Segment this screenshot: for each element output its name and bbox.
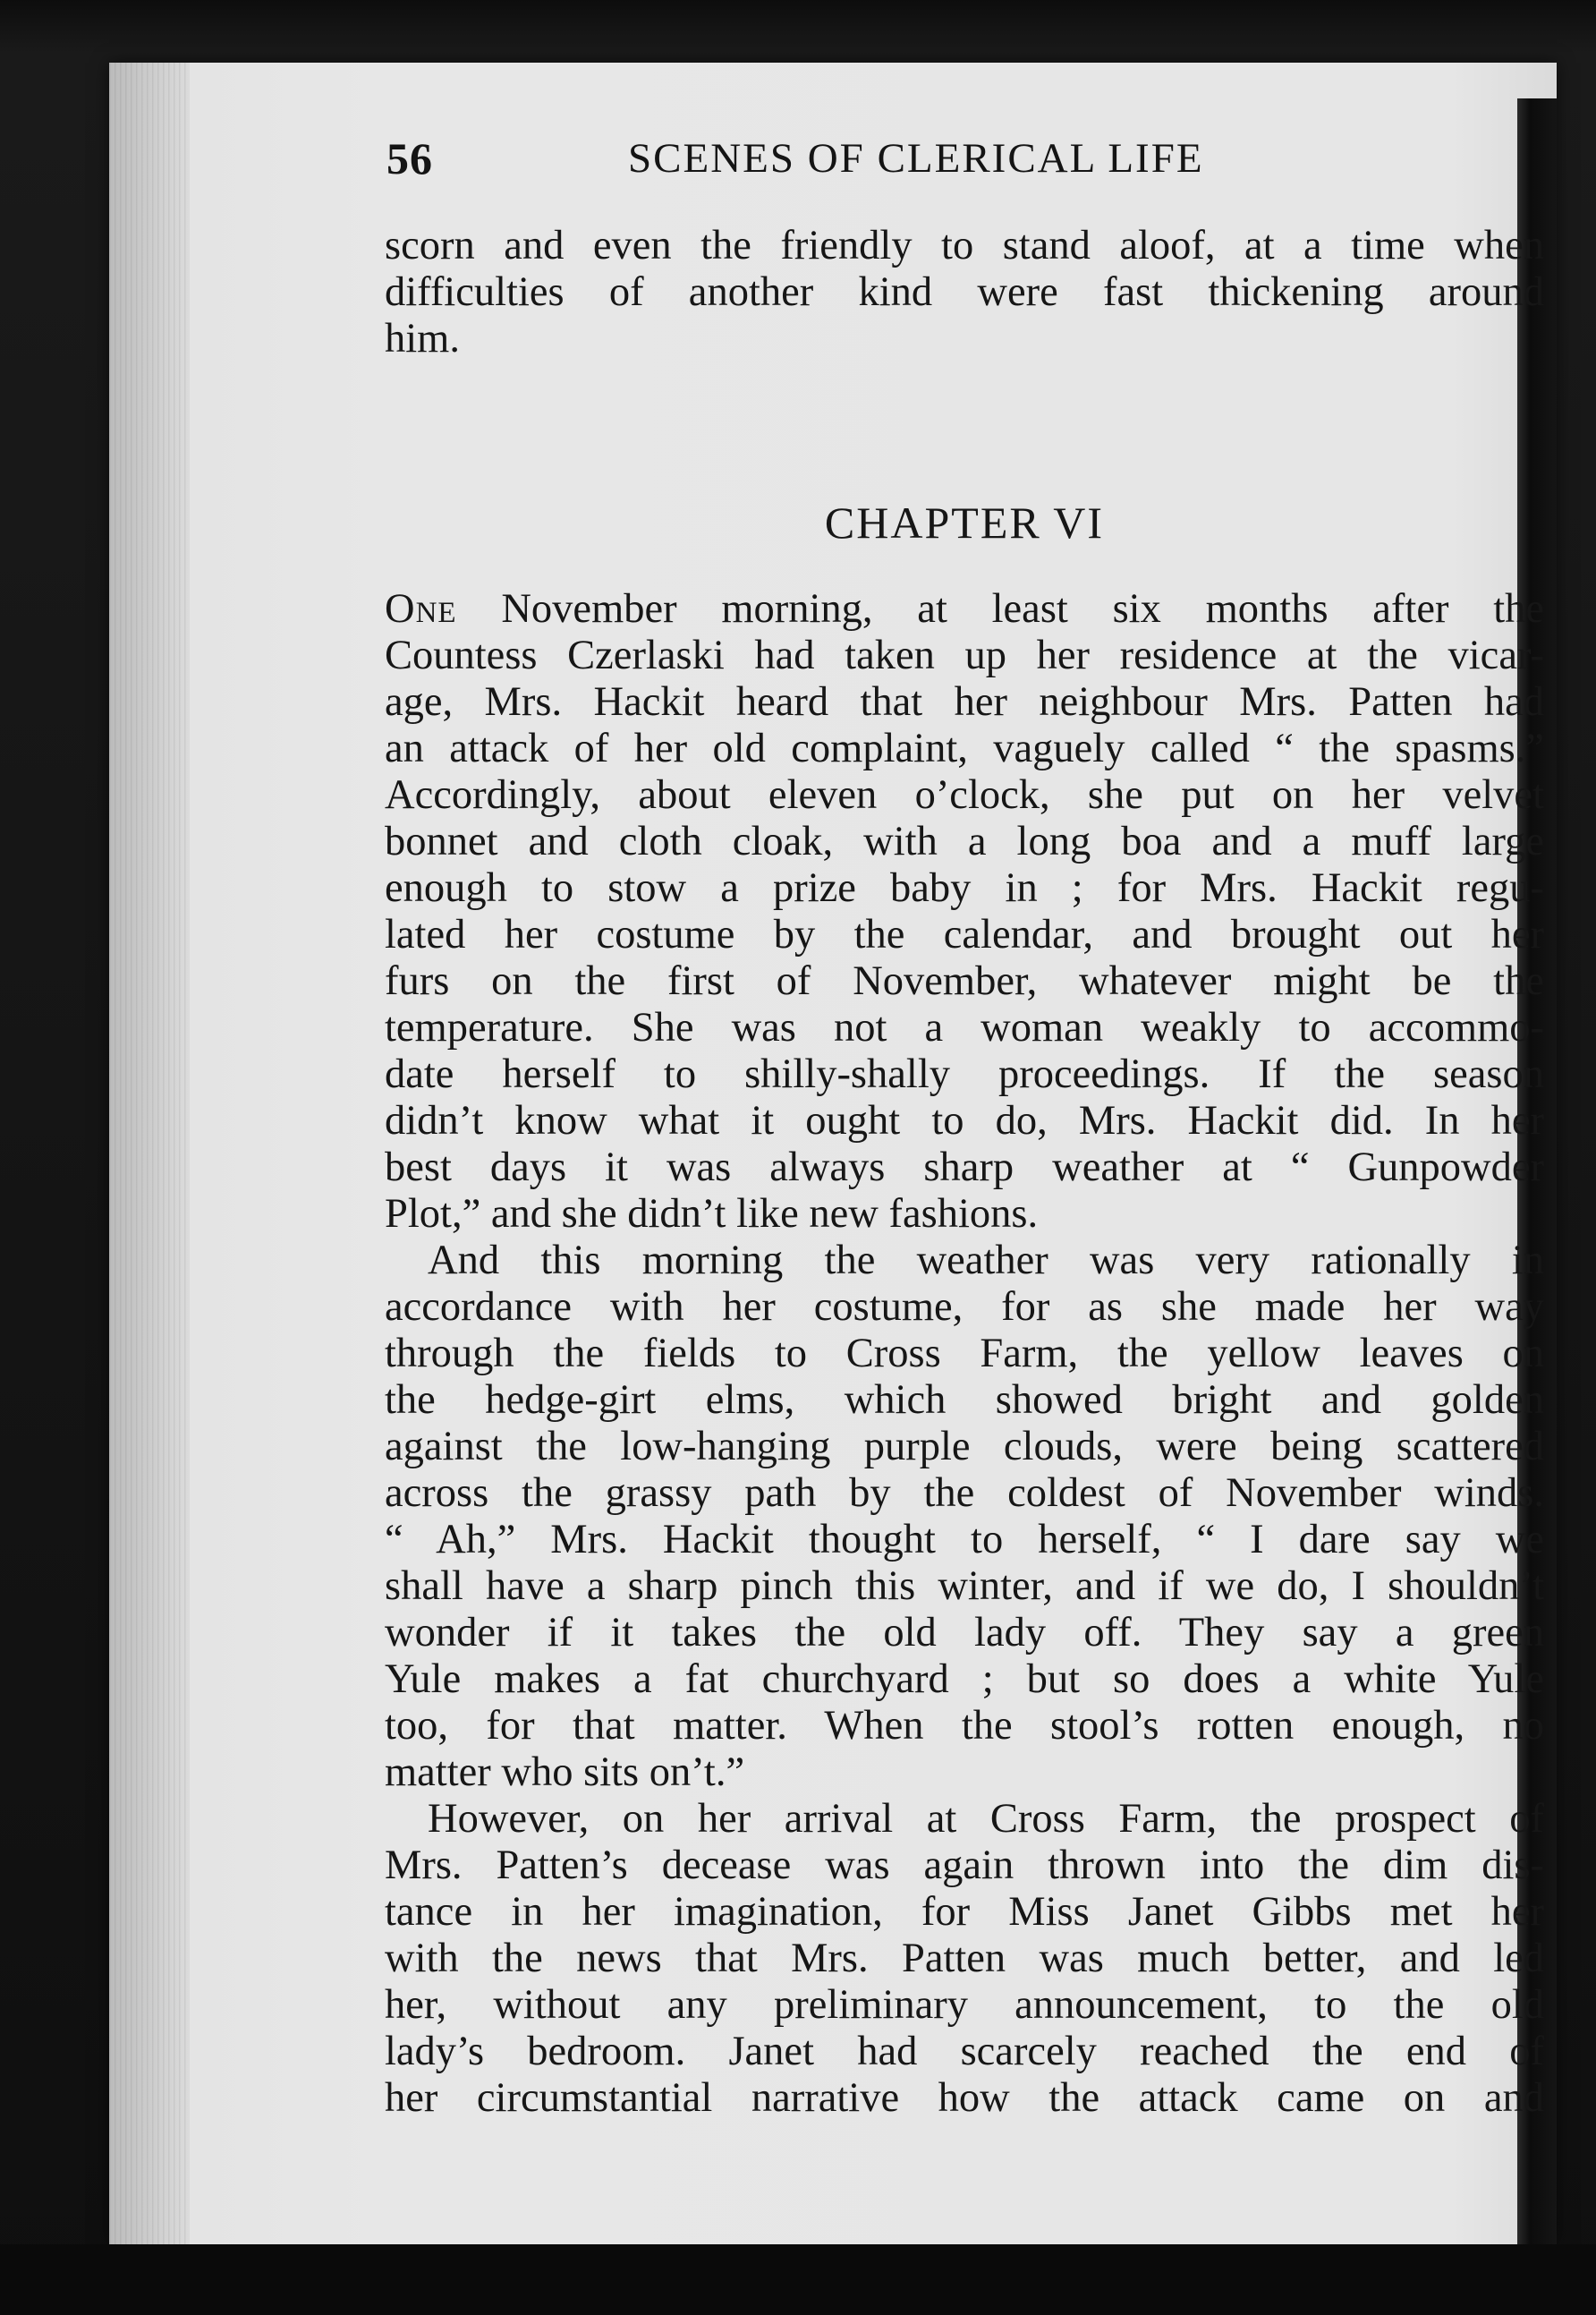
text-line: Yule makes a fat churchyard ; but so does a white Yule — [385, 1656, 1544, 1702]
text-line: difficulties of another kind were fast thickening around — [385, 269, 1544, 315]
text-line: him. — [385, 316, 460, 362]
text-line: didn’t know what it ought to do, Mrs. Hackit did. In her — [385, 1098, 1544, 1144]
running-title: SCENES OF CLERICAL LIFE — [628, 135, 1204, 182]
text-line: date herself to shilly-shally proceedings. If the season — [385, 1051, 1544, 1097]
text-line: tance in her imagination, for Miss Janet Gibbs met her — [385, 1889, 1544, 1935]
text-line: across the grassy path by the coldest of November winds. — [385, 1470, 1544, 1516]
text-line: Accordingly, about eleven o’clock, she put on her velvet — [385, 772, 1544, 818]
text-line: against the low-hanging purple clouds, were being scattered — [385, 1424, 1544, 1469]
text-line: bonnet and cloth cloak, with a long boa and a muff large — [385, 819, 1544, 864]
bottom-scan-border — [0, 2244, 1596, 2315]
text-line: “ Ah,” Mrs. Hackit thought to herself, “ I dare say we — [385, 1517, 1544, 1562]
text-line: best days it was always sharp weather at “ Gunpowder — [385, 1145, 1544, 1190]
page-number: 56 — [386, 133, 433, 183]
page-gutter — [109, 63, 190, 2244]
text-line: her, without any preliminary announcement, to the old — [385, 1982, 1544, 2028]
text-line: through the fields to Cross Farm, the yellow leaves on — [385, 1331, 1544, 1376]
text-line: shall have a sharp pinch this winter, and if we do, I shouldn’t — [385, 1563, 1544, 1609]
text-line: Countess Czerlaski had taken up her residence at the vicar- — [385, 633, 1544, 678]
text-line: scorn and even the friendly to stand aloof, at a time when — [385, 223, 1544, 268]
text-line: Plot,” and she didn’t like new fashions. — [385, 1191, 1039, 1237]
text-line: furs on the first of November, whatever might be the — [385, 958, 1544, 1004]
text-line: Mrs. Patten’s decease was again thrown into the dim dis- — [385, 1843, 1544, 1888]
chapter-body — [385, 586, 1544, 2122]
text-line: And this morning the weather was very rationally in — [428, 1238, 1544, 1283]
first-line-text: November morning, at least six months after the — [501, 586, 1545, 632]
text-line: enough to stow a prize baby in ; for Mrs. Hackit regu- — [385, 865, 1544, 911]
opening-word: One — [385, 586, 457, 632]
running-header — [386, 132, 1549, 186]
text-line: age, Mrs. Hackit heard that her neighbour Mrs. Patten had — [385, 679, 1544, 725]
text-line: with the news that Mrs. Patten was much better, and led — [385, 1936, 1544, 1981]
text-line: However, on her arrival at Cross Farm, the prospect of — [428, 1796, 1544, 1842]
text-line — [385, 586, 1544, 633]
text-line: the hedge-girt elms, which showed bright and golden — [385, 1377, 1544, 1423]
chapter-heading: CHAPTER VI — [824, 498, 1105, 548]
text-line: lady’s bedroom. Janet had scarcely reached the end of — [385, 2029, 1544, 2074]
text-line: too, for that matter. When the stool’s rotten enough, no — [385, 1703, 1544, 1749]
text-line: lated her costume by the calendar, and brought out her — [385, 912, 1544, 957]
text-line: an attack of her old complaint, vaguely called “ the spasms.” — [385, 726, 1544, 771]
continued-paragraph — [385, 223, 1544, 362]
text-line: wonder if it takes the old lady off. They say a green — [385, 1610, 1544, 1655]
text-line: matter who sits on’t.” — [385, 1749, 745, 1795]
text-line: temperature. She was not a woman weakly to accommo- — [385, 1005, 1544, 1051]
text-line: accordance with her costume, for as she made her way — [385, 1284, 1544, 1330]
text-line: her circumstantial narrative how the attack came on and — [385, 2075, 1544, 2121]
